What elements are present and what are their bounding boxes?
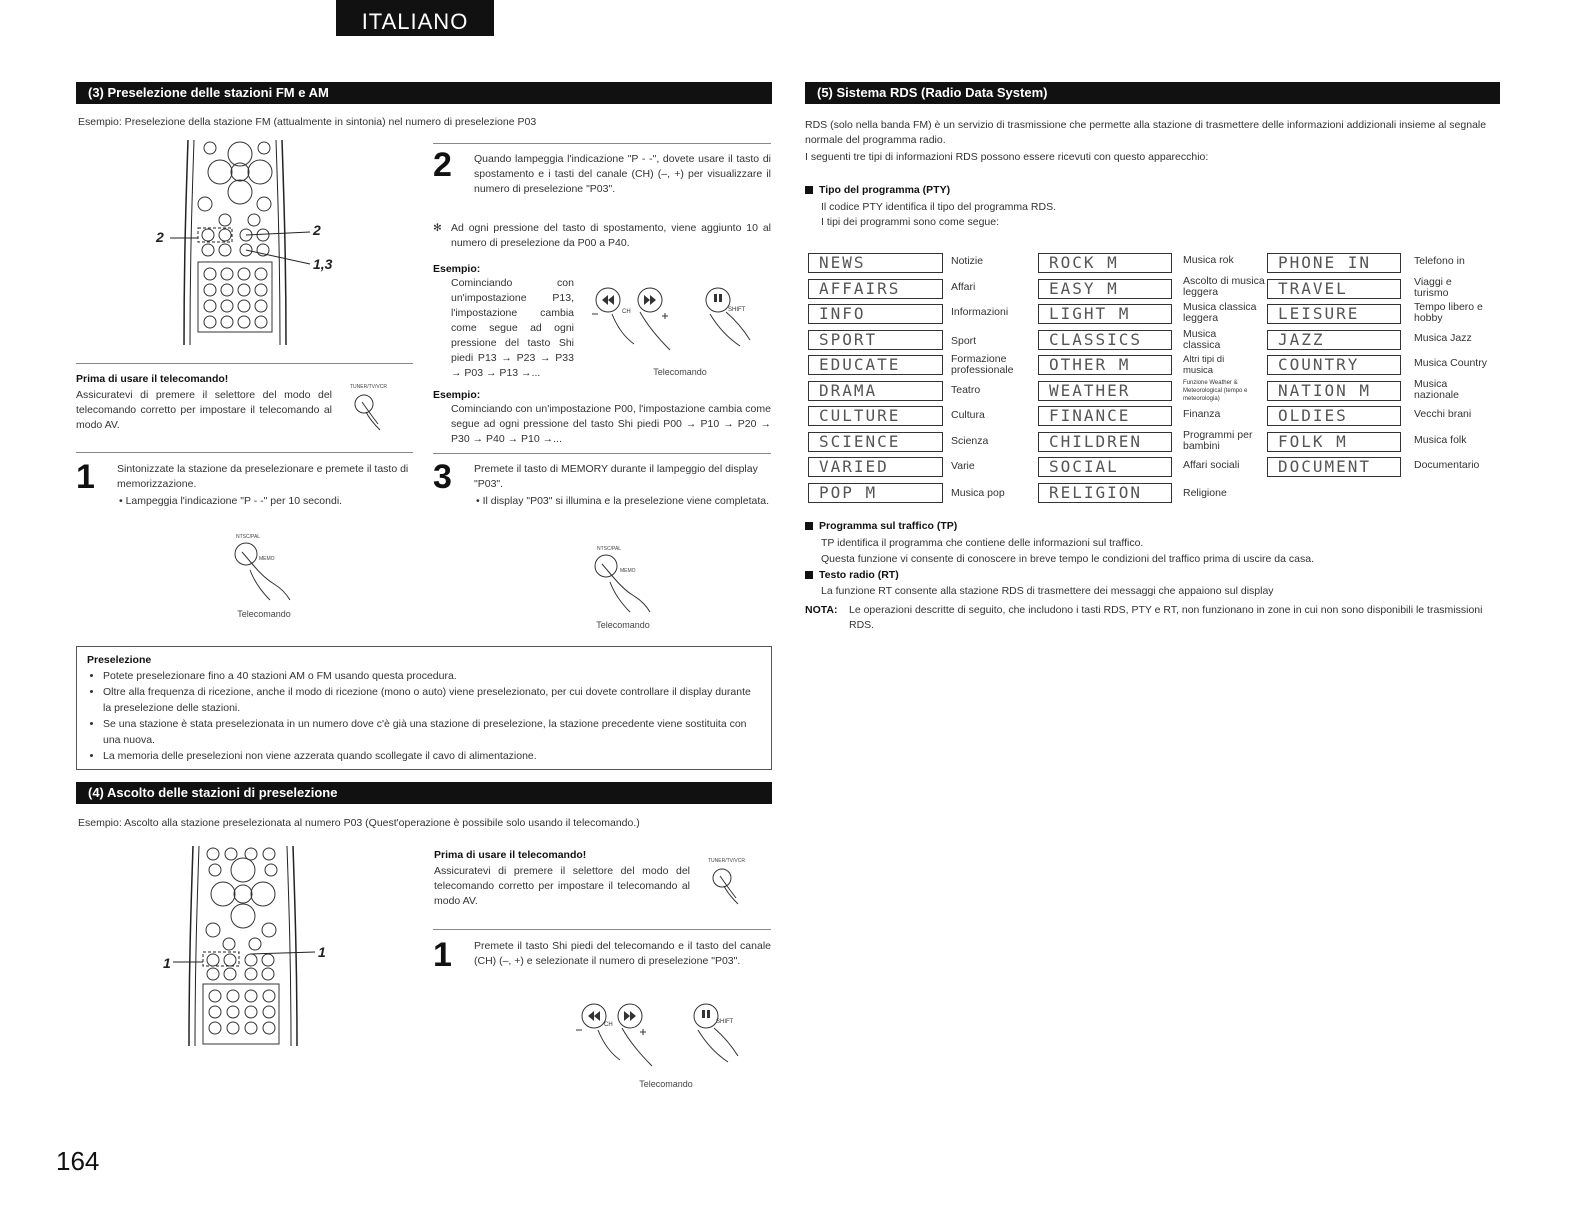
section3-example: Esempio: Preselezione della stazione FM (attualmente in sintonia) nel numero di preselezione P03	[78, 116, 537, 128]
pty-code-display: FOLK M	[1267, 432, 1401, 452]
pty-code-display: NATION M	[1267, 381, 1401, 401]
pty-column-1	[808, 253, 1033, 508]
pty-title	[805, 183, 950, 198]
pty-label: Musica rok	[1183, 254, 1234, 266]
ch-shift-illustration-2	[576, 1002, 756, 1076]
pty-code-display: EDUCATE	[808, 355, 943, 375]
pty-label: Notizie	[951, 255, 984, 267]
pty-label: Musica classica	[1183, 327, 1221, 351]
pty-code-display: DRAMA	[808, 381, 943, 401]
ch-label-1: CH	[622, 309, 631, 315]
rds-intro-2: I seguenti tre tipi di informazioni RDS possono essere ricevuti con questo apparecchio:	[805, 151, 1209, 163]
pty-code-display: CHILDREN	[1038, 432, 1172, 452]
box-title: Preselezione	[87, 654, 152, 666]
pty-label: Funzione Weather & Meteorological (tempo e meteorologia)	[1183, 379, 1248, 402]
pty-label: Finanza	[1183, 408, 1221, 420]
rt-title	[805, 568, 899, 583]
pty-row	[1267, 377, 1497, 407]
pty-code-display: FINANCE	[1038, 406, 1172, 426]
pty-row	[1038, 428, 1266, 458]
pty-code-display: AFFAIRS	[808, 279, 943, 299]
example2-text: Cominciando con un'impostazione P00, l'impostazione cambia come segue ad ogni pressione del tasto Shi piedi P00 → P10 → P20 → P30 → P40 → P10 →...	[451, 403, 771, 445]
pty-text-1: Il codice PTY identifica il tipo del programma RDS.	[821, 201, 1056, 213]
step2-text: Quando lampeggia l'indicazione "P - -", dovete usare il tasto di spostamento e i tasti del canale (CH) (–, +) per visualizzare il numero di preselezione "P03".	[474, 153, 771, 195]
pty-row	[1267, 253, 1497, 279]
remote-caption-2: Telecomando	[653, 367, 707, 377]
pty-code-display: RELIGION	[1038, 483, 1172, 503]
pty-label: Altri tipi di musica	[1183, 354, 1225, 376]
pty-row	[1038, 406, 1266, 432]
box-list	[87, 668, 761, 764]
pty-code-display: WEATHER	[1038, 381, 1172, 401]
divider	[433, 453, 771, 454]
pty-code-display: CLASSICS	[1038, 330, 1172, 350]
tp-title	[805, 519, 957, 534]
example2-title: Esempio:	[433, 389, 481, 401]
section3-title: (3) Preselezione delle stazioni FM e AM	[76, 82, 772, 104]
tuner-label-1: TUNER/TV/VCR	[350, 384, 387, 390]
diagram-label-right-top: 2	[313, 222, 321, 238]
pty-label: Informazioni	[951, 306, 1009, 318]
list-item: • La memoria delle preselezioni non viene azzerata quando scollegate il cavo di alimentazione.	[103, 748, 761, 764]
pty-code-display: OTHER M	[1038, 355, 1172, 375]
nota-text: Le operazioni descritte di seguito, che includono i tasti RDS, PTY e RT, non funzionano in zone in cui non sono disponibili le trasmissioni RDS.	[849, 604, 1483, 631]
nota-label: NOTA:	[805, 604, 838, 616]
shift-label-1: SHIFT	[728, 307, 746, 313]
bullet-square-icon	[805, 522, 813, 530]
pty-row	[1267, 301, 1497, 330]
note-star: ✻	[433, 222, 442, 234]
pty-label: Programmi per bambini	[1183, 428, 1253, 452]
bullet-square-icon	[805, 571, 813, 579]
step3-text: Premete il tasto di MEMORY durante il lampeggio del display "P03".	[474, 463, 758, 490]
diagram4-label-left: 1	[163, 955, 171, 971]
pty-code-display: SCIENCE	[808, 432, 943, 452]
pty-row	[1038, 457, 1266, 483]
preselezione-box	[76, 646, 772, 770]
divider	[433, 143, 771, 144]
section4-title: (4) Ascolto delle stazioni di preselezione	[76, 782, 772, 804]
step2-number: 2	[433, 146, 452, 184]
pty-label: Tempo libero e hobby	[1414, 301, 1483, 324]
ntsc-label-1: NTSC/PAL	[236, 534, 261, 540]
pty-row	[1038, 355, 1266, 381]
tuner-button-icon	[352, 392, 386, 432]
diagram-label-left: 2	[156, 229, 164, 245]
pty-row	[808, 279, 1033, 305]
remote-diagram-1	[150, 140, 340, 345]
step1-bullet: • Lampeggia l'indicazione "P - -" per 10 secondi.	[119, 495, 343, 507]
pty-code-display: VARIED	[808, 457, 943, 477]
pty-row	[808, 253, 1033, 279]
diagram4-label-right: 1	[318, 944, 326, 960]
pty-row	[1267, 355, 1497, 381]
pty-row	[808, 381, 1033, 407]
pty-row	[808, 483, 1033, 509]
pty-label: Sport	[951, 334, 977, 347]
pty-label: Musica nazionale	[1414, 377, 1459, 401]
bullet-square-icon	[805, 186, 813, 194]
note-text: Ad ogni pressione del tasto di spostamento, viene aggiunto 10 al numero di preselezione da P00 a P40.	[451, 222, 771, 249]
pty-label: Musica Country	[1414, 357, 1487, 369]
pty-row	[808, 304, 1033, 330]
pty-text-2: I tipi dei programmi sono come segue:	[821, 216, 1000, 228]
section5-title: (5) Sistema RDS (Radio Data System)	[805, 82, 1500, 104]
memo-button-illustration-2	[590, 552, 660, 614]
pty-label: Varie	[951, 460, 975, 472]
tp-title-text: Programma sul traffico (TP)	[819, 520, 958, 532]
pty-label: Ascolto di musica leggera	[1183, 274, 1265, 298]
pty-code-display: CULTURE	[808, 406, 943, 426]
pty-code-display: LEISURE	[1267, 304, 1401, 324]
tp-text-1: TP identifica il programma che contiene delle informazioni sul traffico.	[821, 537, 1144, 549]
step4-1-text: Premete il tasto Shi piedi del telecomando e il tasto del canale (CH) (–, +) e selezionate il numero di preselezione "P03".	[474, 940, 771, 967]
ch-shift-illustration-1	[590, 284, 770, 364]
before-text-1: Assicuratevi di premere il selettore del modo del telecomando corretto per impostare il telecomando al modo AV.	[76, 389, 332, 431]
pty-label: Scienza	[951, 434, 989, 447]
language-tab: ITALIANO	[336, 0, 494, 36]
pty-code-display: POP M	[808, 483, 943, 503]
divider	[76, 363, 413, 364]
pty-label: Documentario	[1414, 459, 1480, 471]
pty-row	[808, 432, 1033, 458]
pty-row	[1267, 432, 1497, 458]
step4-1-number: 1	[433, 936, 452, 974]
divider	[433, 929, 771, 930]
list-item: • Oltre alla frequenza di ricezione, anche il modo di ricezione (mono o auto) viene preselezionato, per cui dovete controllare il display durante la preselezione delle stazioni.	[103, 684, 761, 716]
pty-label: Musica pop	[951, 486, 1005, 499]
step3-number: 3	[433, 458, 452, 496]
diagram-label-right-bottom: 1,3	[313, 256, 333, 272]
pty-row	[808, 457, 1033, 483]
memo-label-1: MEMO	[259, 556, 275, 562]
before-text-2: Assicuratevi di premere il selettore del modo del telecomando corretto per impostare il telecomando al modo AV.	[434, 865, 690, 907]
pty-row	[808, 406, 1033, 432]
pty-row	[1038, 381, 1266, 407]
pty-label: Viaggi e turismo	[1414, 275, 1452, 299]
pty-label: Musica classica leggera	[1183, 301, 1257, 324]
before-title-1: Prima di usare il telecomando!	[76, 373, 229, 385]
example1-title: Esempio:	[433, 263, 481, 275]
tp-text-2: Questa funzione vi consente di conoscere in breve tempo le condizioni del traffico prima di uscire da casa.	[821, 553, 1314, 565]
shift-label-2: SHIFT	[716, 1019, 734, 1025]
pty-code-display: DOCUMENT	[1267, 457, 1401, 477]
step3-bullet-text: Il display "P03" si illumina e la preselezione viene completata.	[482, 495, 770, 507]
rt-title-text: Testo radio (RT)	[819, 569, 899, 581]
step1-text: Sintonizzate la stazione da preselezionare e premete il tasto di memorizzazione.	[117, 463, 409, 490]
pty-row	[1038, 301, 1266, 330]
ntsc-label-2: NTSC/PAL	[597, 546, 622, 552]
rt-text: La funzione RT consente alla stazione RDS di trasmettere dei messaggi che appaiono sul display	[821, 585, 1274, 597]
remote-caption-1: Telecomando	[237, 609, 291, 619]
remote-caption-3: Telecomando	[596, 620, 650, 630]
step1-number: 1	[76, 458, 95, 496]
pty-code-display: INFO	[808, 304, 943, 324]
pty-row	[1267, 406, 1497, 432]
pty-column-3	[1267, 253, 1497, 483]
list-item: • Se una stazione è stata preselezionata in un numero dove c'è già una stazione di preselezione, la stazione precedente viene sostituita con una nuova.	[103, 716, 761, 748]
pty-row	[1267, 457, 1497, 483]
memo-button-illustration-1	[230, 540, 300, 602]
pty-code-display: SPORT	[808, 330, 943, 350]
pty-code-display: SOCIAL	[1038, 457, 1172, 477]
pty-label: Telefono in	[1414, 255, 1465, 267]
divider	[76, 452, 413, 453]
pty-row	[808, 355, 1033, 381]
pty-label: Affari sociali	[1183, 459, 1240, 471]
before-title-2: Prima di usare il telecomando!	[434, 849, 587, 861]
pty-code-display: COUNTRY	[1267, 355, 1401, 375]
pty-label: Teatro	[951, 383, 981, 396]
pty-code-display: PHONE IN	[1267, 253, 1401, 273]
step1-bullet-text: Lampeggia l'indicazione "P - -" per 10 secondi.	[125, 495, 343, 507]
pty-row	[808, 330, 1033, 356]
pty-row	[1267, 330, 1497, 356]
pty-code-display: OLDIES	[1267, 406, 1401, 426]
list-item: • Potete preselezionare fino a 40 stazioni AM o FM usando questa procedura.	[103, 668, 761, 684]
pty-label: Affari	[951, 280, 976, 293]
pty-label: Musica folk	[1414, 433, 1467, 446]
remote-caption-4: Telecomando	[639, 1079, 693, 1089]
pty-label: Formazione professionale	[951, 353, 1014, 376]
pty-title-text: Tipo del programma (PTY)	[819, 184, 951, 196]
pty-code-display: NEWS	[808, 253, 943, 273]
pty-label: Musica Jazz	[1414, 331, 1472, 344]
pty-code-display: LIGHT M	[1038, 304, 1172, 324]
section4-example: Esempio: Ascolto alla stazione preselezionata al numero P03 (Quest'operazione è possibile solo usando il telecomando.)	[78, 817, 640, 829]
page-number: 164	[56, 1146, 100, 1176]
memo-label-2: MEMO	[620, 568, 636, 574]
pty-label: Religione	[1183, 486, 1227, 499]
remote-diagram-2	[155, 846, 345, 1046]
pty-column-2	[1038, 253, 1266, 508]
pty-code-display: EASY M	[1038, 279, 1172, 299]
rds-intro-1: RDS (solo nella banda FM) è un servizio di trasmissione che permette alla stazione di trasmettere delle informazioni addizionali insieme al segnale normale del programma radio.	[805, 119, 1487, 146]
ch-label-2: CH	[604, 1022, 613, 1028]
pty-code-display: ROCK M	[1038, 253, 1172, 273]
tuner-button-icon	[710, 866, 750, 906]
pty-row	[1038, 483, 1266, 509]
pty-code-display: TRAVEL	[1267, 279, 1401, 299]
example1-text: Cominciando con un'impostazione P13, l'impostazione cambia come segue ad ogni pressione del tasto Shi piedi P13 → P23 → P33 → P03 → P13 →...	[451, 277, 574, 379]
pty-label: Vecchi brani	[1414, 408, 1472, 420]
pty-code-display: JAZZ	[1267, 330, 1401, 350]
pty-label: Cultura	[951, 409, 985, 421]
step3-bullet: • Il display "P03" si illumina e la preselezione viene completata.	[476, 495, 770, 507]
tuner-label-2: TUNER/TV/VCR	[708, 858, 745, 864]
pty-row	[1038, 327, 1266, 356]
